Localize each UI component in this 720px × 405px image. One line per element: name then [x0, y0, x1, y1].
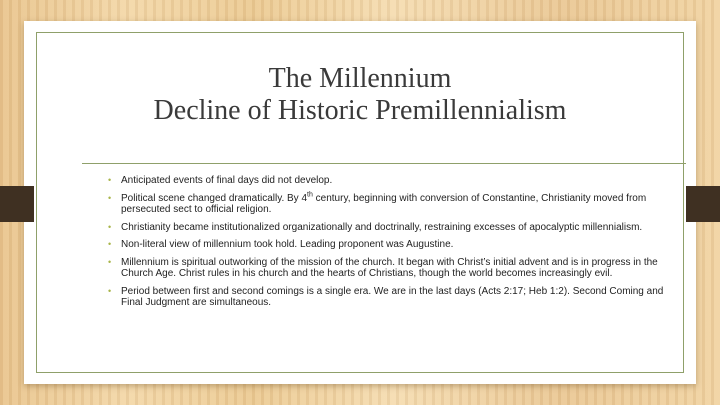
bullet-item	[108, 239, 668, 251]
right-decorative-tab	[686, 186, 720, 222]
bullet-dot-icon: •	[108, 221, 112, 232]
bullet-item	[108, 175, 668, 187]
bullet-item	[108, 286, 668, 309]
title-divider	[82, 163, 686, 164]
slide-card	[24, 21, 696, 384]
bullet-text: Anticipated events of final days did not develop.	[121, 175, 333, 186]
bullet-item	[108, 257, 668, 280]
bullet-dot-icon: •	[108, 192, 112, 203]
bullet-list	[108, 175, 668, 315]
bullet-dot-icon: •	[108, 285, 112, 296]
bullet-item	[108, 222, 668, 234]
bullet-text: Non-literal view of millennium took hold. Leading proponent was Augustine.	[121, 239, 454, 250]
bullet-text: Period between first and second comings is a single era. We are in the last days (Acts 2:17; Heb 1:2). Second Coming and Final Judgment are simultaneous.	[121, 285, 664, 308]
bullet-text: Christianity became institutionalized organizationally and doctrinally, restraining excesses of apocalyptic millennialism.	[121, 221, 643, 233]
ordinal-superscript: th	[307, 191, 313, 199]
bullet-dot-icon: •	[108, 175, 112, 185]
bullet-item	[108, 193, 668, 216]
bullet-text: Millennium is spiritual outworking of the mission of the church. It began with Christ’s initial advent and is in progress in the Church Age. Christ rules in his church and the hearts of Christians, though the world becomes increasingly evil.	[121, 256, 658, 279]
title-line-1: The Millennium	[268, 63, 452, 94]
bullet-text-end: century, beginning with conversion of Constantine, Christianity moved from persecuted sect to official religion.	[121, 192, 647, 215]
slide-title	[24, 63, 696, 127]
title-line-2: Decline of Historic Premillennialism	[153, 95, 567, 126]
bullet-dot-icon: •	[108, 239, 112, 249]
bullet-dot-icon: •	[108, 256, 112, 267]
bullet-text-start: Political scene changed dramatically. By 4	[121, 192, 308, 204]
left-decorative-tab	[0, 186, 34, 222]
bullet-text	[121, 193, 646, 216]
